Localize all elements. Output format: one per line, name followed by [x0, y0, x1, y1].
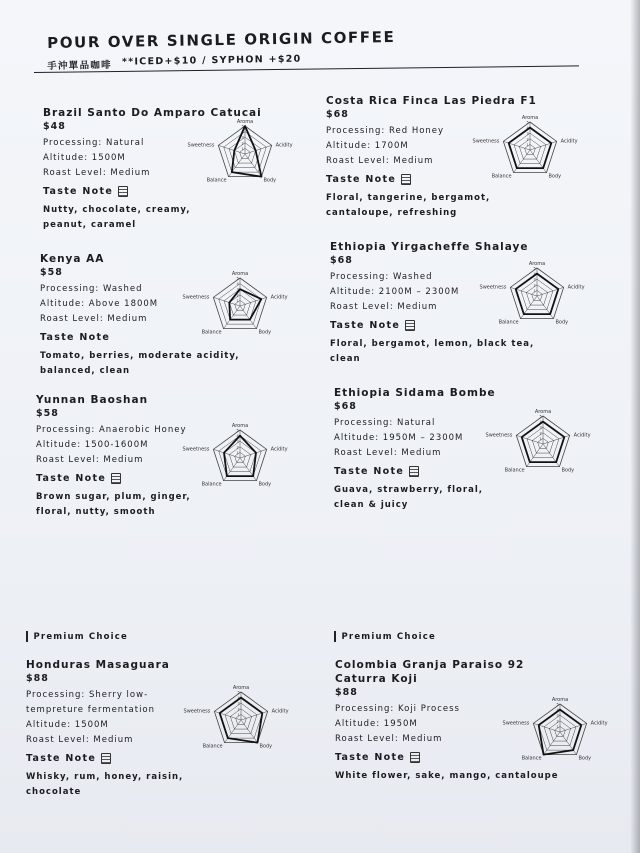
radar-tick-label: 3 — [539, 425, 542, 430]
processing-row: Processing: Natural — [43, 138, 145, 148]
radar-axis-label: Sweetness — [183, 708, 211, 715]
altitude-row: Altitude: 2100M – 2300M — [330, 287, 460, 297]
taste-note-heading: Taste Note — [326, 174, 596, 185]
item-price: $68 — [326, 109, 349, 120]
radar-axis-label: Balance — [521, 755, 542, 762]
radar-tick-label: 4 — [236, 282, 239, 287]
flavor-radar-chart — [183, 678, 289, 760]
roast-row: Roast Level: Medium — [335, 734, 443, 744]
roast-row: Roast Level: Medium — [26, 735, 134, 745]
radar-axis-label: Aroma — [231, 271, 249, 277]
item-price: $68 — [334, 401, 357, 412]
radar-tick-label: 4 — [241, 130, 244, 135]
processing-row: Processing: Sherry low-tempreture fermentation — [26, 690, 156, 715]
radar-axis-label: Acidity — [567, 284, 585, 291]
radar-tick-label: 2 — [539, 431, 542, 436]
radar-tick-label: 1 — [236, 450, 239, 455]
subtitle-chinese: 手沖單品咖啡 — [47, 59, 113, 72]
radar-axis-label: Sweetness — [479, 284, 507, 291]
radar-tick-label: 4 — [556, 708, 559, 713]
radar-tick-label: 5 — [533, 266, 536, 271]
item-name: Colombia Granja Paraiso 92 Caturra Koji — [335, 659, 525, 685]
radar-tick-label: 2 — [556, 719, 559, 724]
radar-axis-label: Sweetness — [485, 432, 513, 439]
radar-tick-label: 5 — [237, 690, 240, 695]
flavor-radar-chart — [485, 402, 591, 484]
radar-tick-label: 2 — [237, 707, 240, 712]
altitude-row: Altitude: 1700M — [326, 141, 409, 151]
radar-axis-label: Acidity — [275, 142, 293, 149]
processing-row: Processing: Washed — [330, 272, 433, 282]
item-name: Honduras Masaguara — [26, 659, 170, 671]
radar-axis-label: Body — [258, 329, 272, 336]
roast-row: Roast Level: Medium — [40, 314, 148, 324]
radar-axis-label: Sweetness — [182, 446, 210, 453]
premium-marker — [334, 631, 336, 642]
radar-tick-label: 4 — [533, 272, 536, 277]
radar-axis-label: Acidity — [271, 708, 289, 715]
radar-tick-label: 3 — [533, 277, 536, 282]
radar-axis-label: Balance — [201, 329, 222, 336]
roast-row: Roast Level: Medium — [334, 448, 442, 458]
taste-note-heading: Taste Note — [335, 752, 605, 763]
notepad-icon — [405, 320, 415, 331]
radar-tick-label: 3 — [241, 135, 244, 140]
flavor-radar-chart — [182, 416, 288, 498]
taste-notes: Brown sugar, plum, ginger, floral, nutty, smooth — [36, 492, 191, 517]
radar-tick-label: 2 — [241, 141, 244, 146]
radar-tick-label: 4 — [526, 126, 529, 131]
radar-tick-label: 5 — [539, 414, 542, 419]
item-price: $68 — [330, 255, 353, 266]
notepad-icon — [111, 473, 121, 484]
radar-axis-label: Body — [555, 319, 569, 326]
radar-tick-label: 5 — [241, 124, 244, 129]
altitude-row: Altitude: 1500-1600M — [36, 440, 149, 450]
taste-notes: Whisky, rum, honey, raisin, chocolate — [26, 772, 184, 797]
notepad-icon — [401, 174, 411, 185]
radar-tick-label: 5 — [236, 428, 239, 433]
radar-axis-label: Body — [263, 177, 277, 184]
radar-axis-label: Aroma — [551, 697, 569, 703]
taste-notes: Nutty, chocolate, creamy, peanut, caramel — [43, 205, 191, 230]
radar-tick-label: 3 — [237, 701, 240, 706]
radar-axis-label: Body — [258, 481, 272, 488]
radar-axis-label: Aroma — [232, 685, 250, 691]
radar-tick-label: 1 — [241, 146, 244, 151]
radar-axis-label: Acidity — [573, 432, 591, 439]
radar-tick-label: 2 — [236, 293, 239, 298]
radar-axis-label: Sweetness — [502, 720, 530, 727]
subtitle-upcharge: **ICED+$10 / SYPHON +$20 — [121, 53, 302, 68]
radar-tick-label: 1 — [533, 288, 536, 293]
item-name: Costa Rica Finca Las Piedra F1 — [326, 95, 537, 107]
radar-axis-label: Aroma — [534, 409, 552, 415]
radar-axis-label: Sweetness — [472, 138, 500, 145]
flavor-radar-chart — [502, 690, 608, 772]
radar-axis-label: Aroma — [236, 119, 254, 125]
roast-row: Roast Level: Medium — [36, 455, 144, 465]
radar-tick-label: 2 — [236, 445, 239, 450]
notepad-icon — [410, 752, 420, 763]
taste-notes: Guava, strawberry, floral, clean & juicy — [334, 485, 483, 510]
item-name: Brazil Santo Do Amparo Catucai — [43, 107, 262, 119]
radar-tick-label: 4 — [539, 420, 542, 425]
taste-note-heading: Taste Note — [43, 186, 313, 197]
menu-title: POUR OVER SINGLE ORIGIN COFFEE — [47, 27, 396, 52]
radar-tick-label: 3 — [556, 713, 559, 718]
radar-axis-label: Acidity — [590, 720, 608, 727]
notepad-icon — [118, 186, 128, 197]
radar-tick-label: 4 — [237, 696, 240, 701]
premium-choice-label: Premium Choice — [334, 631, 436, 642]
radar-tick-label: 5 — [236, 276, 239, 281]
notepad-icon — [409, 466, 419, 477]
item-price: $48 — [43, 121, 66, 132]
taste-note-heading: Taste Note — [36, 473, 306, 484]
altitude-row: Altitude: Above 1800M — [40, 299, 159, 309]
taste-notes: Floral, bergamot, lemon, black tea, clean — [330, 339, 535, 364]
radar-tick-label: 2 — [533, 283, 536, 288]
taste-notes: Floral, tangerine, bergamot, cantaloupe, refreshing — [326, 193, 491, 218]
item-name: Ethiopia Sidama Bombe — [334, 387, 496, 399]
radar-axis-label: Balance — [504, 467, 525, 474]
radar-axis-label: Acidity — [270, 294, 288, 301]
flavor-radar-chart — [472, 108, 578, 190]
item-price: $58 — [40, 267, 63, 278]
radar-tick-label: 1 — [539, 436, 542, 441]
flavor-radar-chart — [182, 264, 288, 346]
altitude-row: Altitude: 1500M — [26, 720, 109, 730]
item-price: $58 — [36, 408, 59, 419]
radar-tick-label: 5 — [556, 702, 559, 707]
altitude-row: Altitude: 1950M – 2300M — [334, 433, 464, 443]
notepad-icon — [101, 753, 111, 764]
radar-tick-label: 3 — [236, 439, 239, 444]
radar-axis-label: Body — [259, 743, 273, 750]
radar-axis-label: Sweetness — [182, 294, 210, 301]
radar-tick-label: 1 — [526, 142, 529, 147]
item-price: $88 — [26, 673, 49, 684]
taste-note-heading: Taste Note — [334, 466, 604, 477]
radar-axis-label: Acidity — [560, 138, 578, 145]
premium-marker — [26, 631, 28, 642]
taste-notes: White flower, sake, mango, cantaloupe — [335, 771, 559, 781]
taste-note-heading: Taste Note — [40, 332, 111, 343]
taste-notes: Tomato, berries, moderate acidity, balanced, clean — [40, 351, 240, 376]
item-price: $88 — [335, 687, 358, 698]
item-name: Kenya AA — [40, 253, 105, 265]
radar-axis-label: Balance — [202, 743, 223, 750]
radar-axis-label: Balance — [206, 177, 227, 184]
radar-axis-label: Body — [548, 173, 562, 180]
radar-axis-label: Acidity — [270, 446, 288, 453]
processing-row: Processing: Washed — [40, 284, 143, 294]
radar-axis-label: Aroma — [231, 423, 249, 429]
radar-axis-label: Aroma — [521, 115, 539, 121]
processing-row: Processing: Koji Process — [335, 704, 460, 714]
radar-tick-label: 1 — [556, 724, 559, 729]
radar-axis-label: Body — [578, 755, 592, 762]
taste-note-heading: Taste Note — [26, 753, 296, 764]
premium-choice-label: Premium Choice — [26, 631, 128, 642]
taste-note-heading: Taste Note — [330, 320, 600, 331]
radar-axis-label: Balance — [498, 319, 519, 326]
radar-axis-label: Sweetness — [187, 142, 215, 149]
page-edge-shadow — [630, 0, 640, 853]
altitude-row: Altitude: 1950M — [335, 719, 418, 729]
radar-tick-label: 3 — [526, 131, 529, 136]
flavor-radar-chart — [187, 112, 293, 194]
radar-tick-label: 3 — [236, 287, 239, 292]
radar-axis-label: Balance — [491, 173, 512, 180]
radar-tick-label: 1 — [236, 298, 239, 303]
roast-row: Roast Level: Medium — [326, 156, 434, 166]
flavor-radar-chart — [479, 254, 585, 336]
radar-axis-label: Aroma — [528, 261, 546, 267]
item-name: Ethiopia Yirgacheffe Shalaye — [330, 241, 529, 253]
roast-row: Roast Level: Medium — [330, 302, 438, 312]
radar-axis-label: Body — [561, 467, 575, 474]
radar-tick-label: 5 — [526, 120, 529, 125]
radar-tick-label: 1 — [237, 712, 240, 717]
processing-row: Processing: Natural — [334, 418, 436, 428]
radar-tick-label: 2 — [526, 137, 529, 142]
roast-row: Roast Level: Medium — [43, 168, 151, 178]
processing-row: Processing: Anaerobic Honey — [36, 425, 187, 435]
processing-row: Processing: Red Honey — [326, 126, 445, 136]
item-name: Yunnan Baoshan — [36, 394, 149, 406]
altitude-row: Altitude: 1500M — [43, 153, 126, 163]
radar-axis-label: Balance — [201, 481, 222, 488]
radar-tick-label: 4 — [236, 434, 239, 439]
